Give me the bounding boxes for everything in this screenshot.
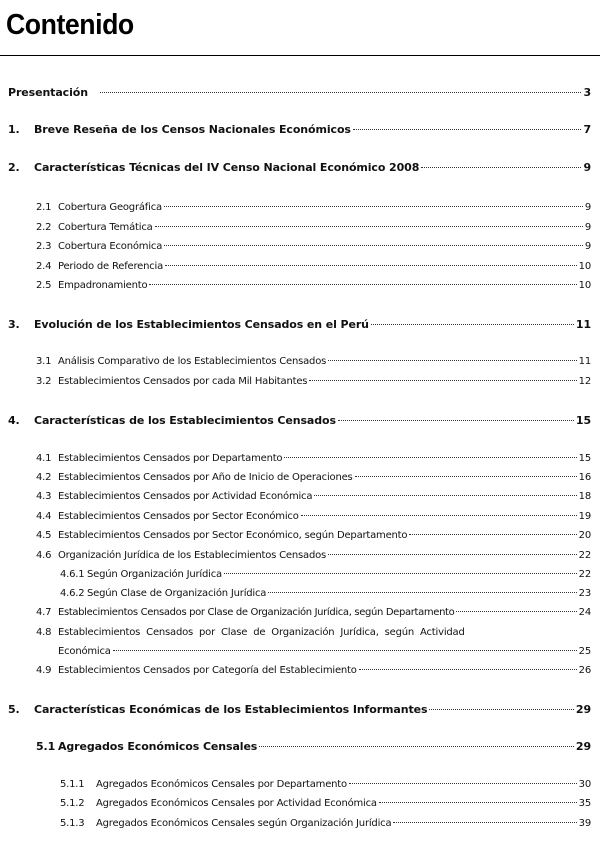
toc-entry-label: Características de los Establecimientos Censados	[34, 414, 336, 427]
toc-entry-label: Establecimientos Censados por Categoría del Establecimiento	[58, 665, 357, 676]
toc-entry-label: Establecimientos Censados por Sector Económico	[58, 511, 299, 522]
toc-entry-label: Según Clase de Organización Jurídica	[87, 588, 267, 599]
toc-entry-3[interactable]	[8, 318, 591, 332]
toc-entry-label: Organización Jurídica de los Establecimientos Censados	[58, 550, 327, 561]
toc-entry-5-1-1[interactable]	[60, 778, 591, 792]
toc-entry-number: 4.8	[36, 627, 52, 638]
dot-leader	[379, 802, 577, 803]
toc-entry-label: Establecimientos Censados por Clase de Organización Jurídica, según Actividad	[58, 627, 465, 638]
toc-entry-page: 12	[578, 376, 591, 387]
dot-leader	[328, 360, 577, 361]
toc-entry-4-8-continuation[interactable]	[58, 645, 591, 659]
toc-entry-label: Características Económicas de los Establecimientos Informantes	[34, 703, 428, 716]
title-divider	[0, 55, 600, 56]
toc-entry-label: Análisis Comparativo de los Establecimientos Censados	[58, 356, 327, 367]
toc-entry-2-2[interactable]	[36, 221, 591, 235]
toc-entry-number: 5.1	[36, 740, 56, 753]
dot-leader	[421, 167, 581, 168]
toc-entry-label: Empadronamiento	[58, 280, 148, 291]
dot-leader	[164, 206, 583, 207]
dot-leader	[149, 284, 576, 285]
toc-entry-label: Breve Reseña de los Censos Nacionales Económicos	[34, 123, 351, 136]
toc-entry-page: 25	[578, 646, 591, 657]
toc-entry-5-1[interactable]	[36, 740, 591, 754]
toc-entry-label: Agregados Económicos Censales según Organización Jurídica	[96, 818, 392, 829]
toc-entry-4-1[interactable]	[36, 452, 591, 466]
dot-leader	[165, 265, 577, 266]
dot-leader	[359, 669, 577, 670]
toc-entry-4-5[interactable]	[36, 529, 591, 543]
toc-entry-4-7[interactable]	[36, 606, 591, 620]
dot-leader	[314, 495, 576, 496]
toc-entry-page: 39	[578, 818, 591, 829]
toc-entry-number: 2.	[8, 161, 20, 174]
toc-entry-label: Cobertura Económica	[58, 241, 163, 252]
toc-entry-label: Establecimientos Censados por Departamento	[58, 453, 283, 464]
toc-entry-page: 9	[583, 161, 591, 174]
toc-entry-label: Agregados Económicos Censales por Departamento	[96, 779, 347, 790]
toc-entry-number: 2.5	[36, 280, 52, 291]
toc-entry-number: 2.1	[36, 202, 52, 213]
toc-entry-3-1[interactable]	[36, 355, 591, 369]
dot-leader	[409, 534, 576, 535]
toc-entry-page: 11	[575, 318, 591, 331]
toc-entry-4-6-1[interactable]	[60, 568, 591, 582]
toc-entry-2-5[interactable]	[36, 279, 591, 293]
toc-entry-page: 7	[583, 123, 591, 136]
toc-entry-number: 3.1	[36, 356, 52, 367]
dot-leader	[259, 746, 574, 747]
toc-entry-4-9[interactable]	[36, 664, 591, 678]
toc-entry-number: 5.1.1	[60, 779, 85, 790]
toc-entry-label: Características Técnicas del IV Censo Nacional Económico 2008	[34, 161, 420, 174]
toc-entry-2-4[interactable]	[36, 260, 591, 274]
toc-entry-label: Presentación	[8, 86, 88, 99]
toc-entry-label: Establecimientos Censados por Sector Económico, según Departamento	[58, 530, 408, 541]
toc-entry-4[interactable]	[8, 414, 591, 428]
toc-entry-4-6[interactable]	[36, 549, 591, 563]
dot-leader	[371, 324, 574, 325]
toc-entry-number: 4.3	[36, 491, 52, 502]
toc-entry-page: 22	[578, 550, 591, 561]
toc-entry-3-2[interactable]	[36, 375, 591, 389]
toc-entry-page: 20	[578, 530, 591, 541]
toc-entry-page: 15	[575, 414, 591, 427]
toc-entry-number: 4.9	[36, 665, 52, 676]
dot-leader	[355, 476, 577, 477]
toc-entry-number: 4.	[8, 414, 20, 427]
toc-entry-label: Cobertura Temática	[58, 222, 153, 233]
dot-leader	[164, 245, 583, 246]
toc-entry-label: Periodo de Referencia	[58, 261, 164, 272]
toc-entry-label: Evolución de los Establecimientos Censados en el Perú	[34, 318, 369, 331]
toc-entry-page: 10	[578, 261, 591, 272]
dot-leader	[100, 92, 581, 93]
toc-entry-label: Según Organización Jurídica	[87, 569, 222, 580]
toc-entry-number: 1.	[8, 123, 20, 136]
toc-entry-page: 26	[578, 665, 591, 676]
toc-entry-2[interactable]	[8, 161, 591, 175]
toc-entry-label: Establecimientos Censados por Actividad Económica	[58, 491, 313, 502]
toc-entry-page: 29	[575, 740, 591, 753]
toc-entry-page: 35	[578, 798, 591, 809]
toc-entry-number: 5.1.2	[60, 798, 85, 809]
toc-entry-4-8[interactable]	[36, 626, 591, 640]
toc-entry-number: 4.6.2	[60, 588, 85, 599]
dot-leader	[284, 457, 576, 458]
toc-entry-page: 22	[578, 569, 591, 580]
dot-leader	[113, 650, 577, 651]
toc-entry-label: Establecimientos Censados por Clase de Organización Jurídica, según Departamento	[58, 607, 455, 618]
toc-entry-label: Establecimientos Censados por Año de Inicio de Operaciones	[58, 472, 353, 483]
toc-entry-page: 9	[584, 222, 591, 233]
dot-leader	[309, 380, 576, 381]
dot-leader	[338, 420, 574, 421]
toc-entry-label-continuation: Económica	[58, 646, 111, 657]
toc-entry-number: 4.7	[36, 607, 52, 618]
toc-entry-number: 4.5	[36, 530, 52, 541]
toc-entry-page: 18	[578, 491, 591, 502]
toc-entry-number: 4.4	[36, 511, 52, 522]
toc-entry-label: Establecimientos Censados por cada Mil Habitantes	[58, 376, 308, 387]
toc-entry-page: 16	[578, 472, 591, 483]
toc-entry-number: 5.1.3	[60, 818, 85, 829]
dot-leader	[301, 515, 577, 516]
toc-entry-page: 9	[584, 202, 591, 213]
toc-entry-4-4[interactable]	[36, 510, 591, 524]
toc-entry-page: 15	[578, 453, 591, 464]
toc-entry-4-6-2[interactable]	[60, 587, 591, 601]
dot-leader	[268, 592, 576, 593]
dot-leader	[393, 822, 576, 823]
dot-leader	[224, 573, 577, 574]
toc-entry-1[interactable]	[8, 123, 591, 137]
toc-entry-number: 5.	[8, 703, 20, 716]
toc-entry-label: Agregados Económicos Censales por Actividad Económica	[96, 798, 377, 809]
page-title: Contenido	[6, 9, 134, 41]
dot-leader	[456, 611, 576, 612]
toc-entry-number: 2.4	[36, 261, 52, 272]
toc-entry-2-3[interactable]	[36, 240, 591, 254]
toc-entry-label: Agregados Económicos Censales	[58, 740, 258, 753]
toc-entry-number: 4.6	[36, 550, 52, 561]
toc-entry-page: 23	[578, 588, 591, 599]
toc-entry-label: Cobertura Geográfica	[58, 202, 162, 213]
toc-entry-2-1[interactable]	[36, 201, 591, 215]
toc-entry-number: 4.1	[36, 453, 52, 464]
toc-entry-page: 10	[578, 280, 591, 291]
toc-entry-presentacion[interactable]	[8, 86, 591, 100]
dot-leader	[155, 226, 583, 227]
toc-entry-5-1-3[interactable]	[60, 817, 591, 831]
dot-leader	[349, 783, 577, 784]
dot-leader	[429, 709, 573, 710]
toc-entry-page: 24	[578, 607, 591, 618]
toc-entry-5[interactable]	[8, 703, 591, 717]
toc-entry-number: 4.6.1	[60, 569, 85, 580]
toc-entry-page: 11	[578, 356, 591, 367]
dot-leader	[328, 554, 577, 555]
toc-entry-number: 3.2	[36, 376, 52, 387]
toc-entry-number: 2.2	[36, 222, 52, 233]
toc-entry-page: 3	[583, 86, 591, 99]
toc-entry-number: 2.3	[36, 241, 52, 252]
toc-entry-4-2[interactable]	[36, 471, 591, 485]
toc-entry-number: 3.	[8, 318, 20, 331]
toc-entry-number: 4.2	[36, 472, 52, 483]
toc-entry-page: 9	[584, 241, 591, 252]
toc-entry-page: 30	[578, 779, 591, 790]
toc-entry-page: 29	[575, 703, 591, 716]
toc-entry-4-3[interactable]	[36, 490, 591, 504]
toc-entry-page: 19	[578, 511, 591, 522]
dot-leader	[353, 129, 582, 130]
toc-entry-5-1-2[interactable]	[60, 797, 591, 811]
